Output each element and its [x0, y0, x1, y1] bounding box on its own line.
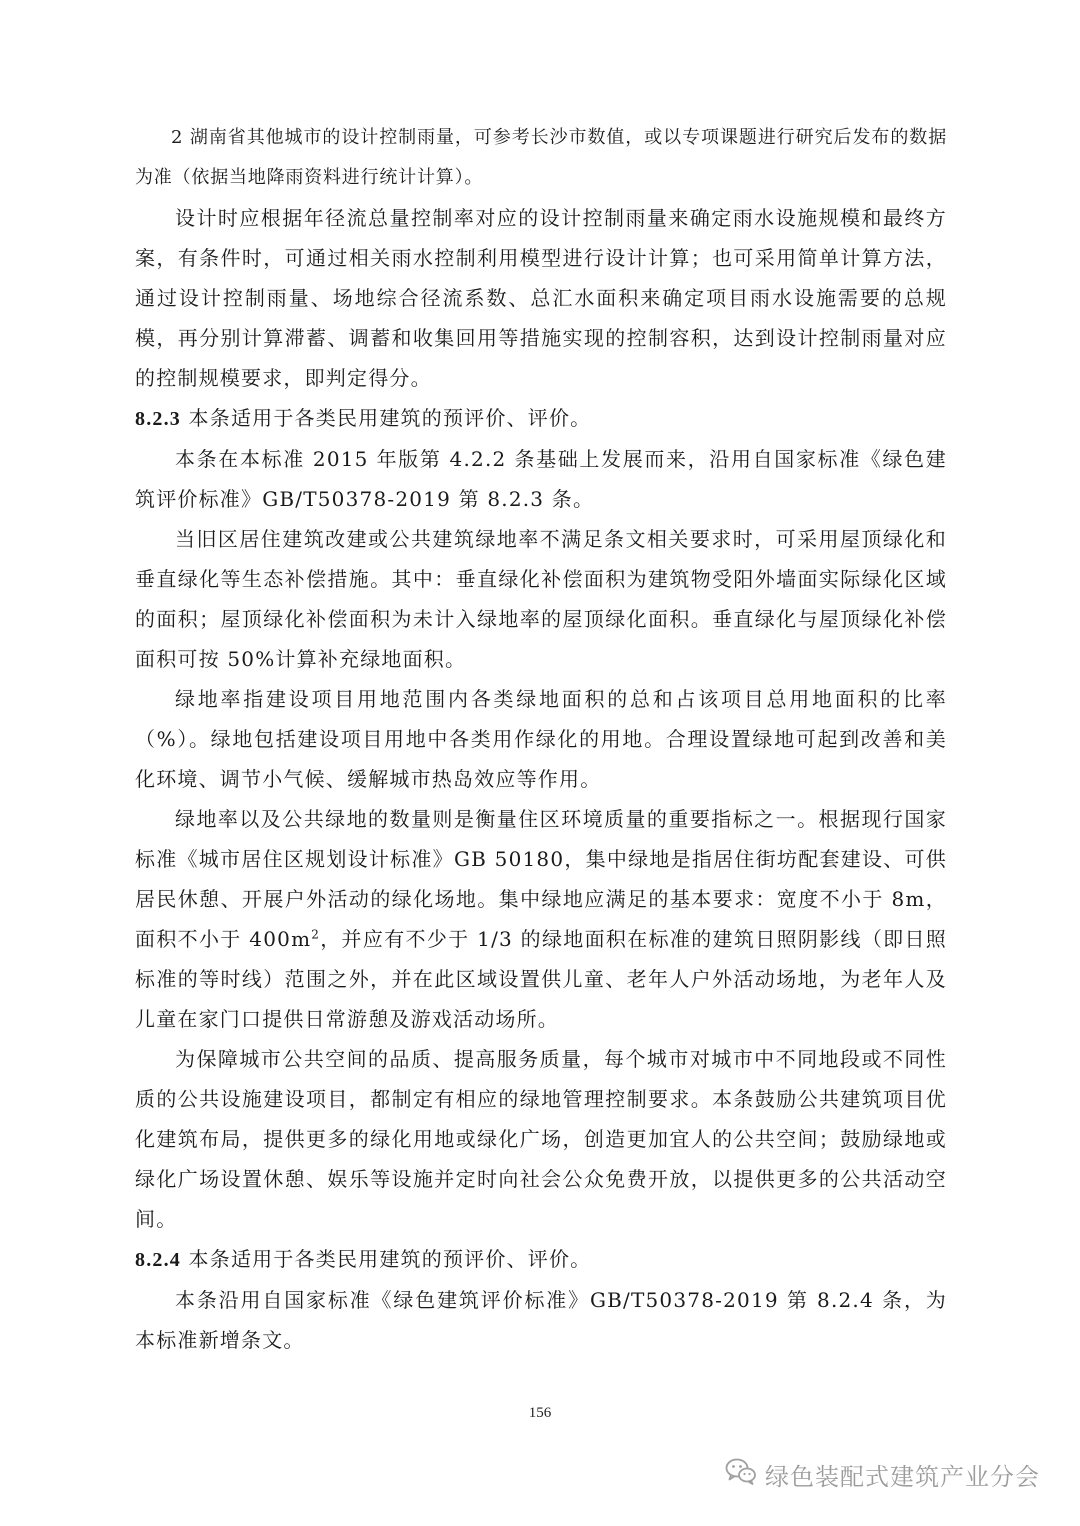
clause-number: 8.2.4 [135, 1249, 181, 1271]
paragraph-text: ，并应有不少于 1/3 的绿地面积在标准的建筑日照阴影线（即日照标准的等时线）范围之外，并在此区域设置供儿童、老年人户外活动场地，为老年人及儿童在家门口提供日常游憩及游戏活动场所。 [135, 927, 947, 1031]
paragraph-text: 绿地率以及公共绿地的数量则是衡量住区环境质量的重要指标之一。根据现行国家标准《城市居住区规划设计标准》GB 50180，集中绿地是指居住街坊配套建设、可供居民休憩、开展户外活动的绿化场地。集中绿地应满足的基本要求： [135, 807, 947, 911]
body-paragraph: 当旧区居住建筑改建或公共建筑绿地率不满足条文相关要求时，可采用屋顶绿化和垂直绿化等生态补偿措施。其中：垂直绿化补偿面积为建筑物受阳外墙面实际绿化区域的面积；屋顶绿化补偿面积为未计入绿地率的屋顶绿化面积。垂直绿化与屋顶绿化补偿面积可按 50%计算补充绿地面积。 [135, 527, 947, 671]
wechat-icon [725, 1457, 757, 1491]
clause-text: 本条适用于各类民用建筑的预评价、评价。 [181, 1247, 592, 1271]
watermark-text: 绿色装配式建筑产业分会 [765, 1462, 1040, 1491]
clause-text: 本条适用于各类民用建筑的预评价、评价。 [181, 406, 592, 430]
note-paragraph: 2 湖南省其他城市的设计控制雨量，可参考长沙市数值，或以专项课题进行研究后发布的数据为准（依据当地降雨资料进行统计计算）。 [135, 127, 947, 188]
document-page [135, 118, 947, 1360]
body-paragraph [135, 799, 947, 1039]
watermark [725, 1456, 1040, 1492]
clause-number: 8.2.3 [135, 408, 181, 430]
page-number: 156 [528, 1405, 552, 1421]
clause-heading [135, 398, 947, 439]
body-paragraph: 设计时应根据年径流总量控制率对应的设计控制雨量来确定雨水设施规模和最终方案，有条件时，可通过相关雨水控制利用模型进行设计计算；也可采用简单计算方法，通过设计控制雨量、场地综合径流系数、总汇水面积来确定项目雨水设施需要的总规模，再分别计算滞蓄、调蓄和收集回用等措施实现的控制容积，达到设计控制雨量对应的控制规模要求，即判定得分。 [135, 206, 947, 390]
body-paragraph: 绿地率指建设项目用地范围内各类绿地面积的总和占该项目总用地面积的比率（%）。绿地包括建设项目用地中各类用作绿化的用地。合理设置绿地可起到改善和美化环境、调节小气候、缓解城市热岛效应等作用。 [135, 687, 947, 791]
superscript: 2 [311, 927, 321, 942]
paragraph-text: 宽度不小于 8m，面积不小于 400m [135, 887, 947, 951]
clause-heading [135, 1239, 947, 1280]
body-paragraph: 本条沿用自国家标准《绿色建筑评价标准》GB/T50378-2019 第 8.2.4 条，为本标准新增条文。 [135, 1288, 947, 1352]
body-paragraph: 为保障城市公共空间的品质、提高服务质量，每个城市对城市中不同地段或不同性质的公共设施建设项目，都制定有相应的绿地管理控制要求。本条鼓励公共建筑项目优化建筑布局，提供更多的绿化用地或绿化广场，创造更加宜人的公共空间；鼓励绿地或绿化广场设置休憩、娱乐等设施并定时向社会公众免费开放，以提供更多的公共活动空间。 [135, 1047, 947, 1231]
body-paragraph: 本条在本标准 2015 年版第 4.2.2 条基础上发展而来，沿用自国家标准《绿色建筑评价标准》GB/T50378-2019 第 8.2.3 条。 [135, 447, 947, 511]
